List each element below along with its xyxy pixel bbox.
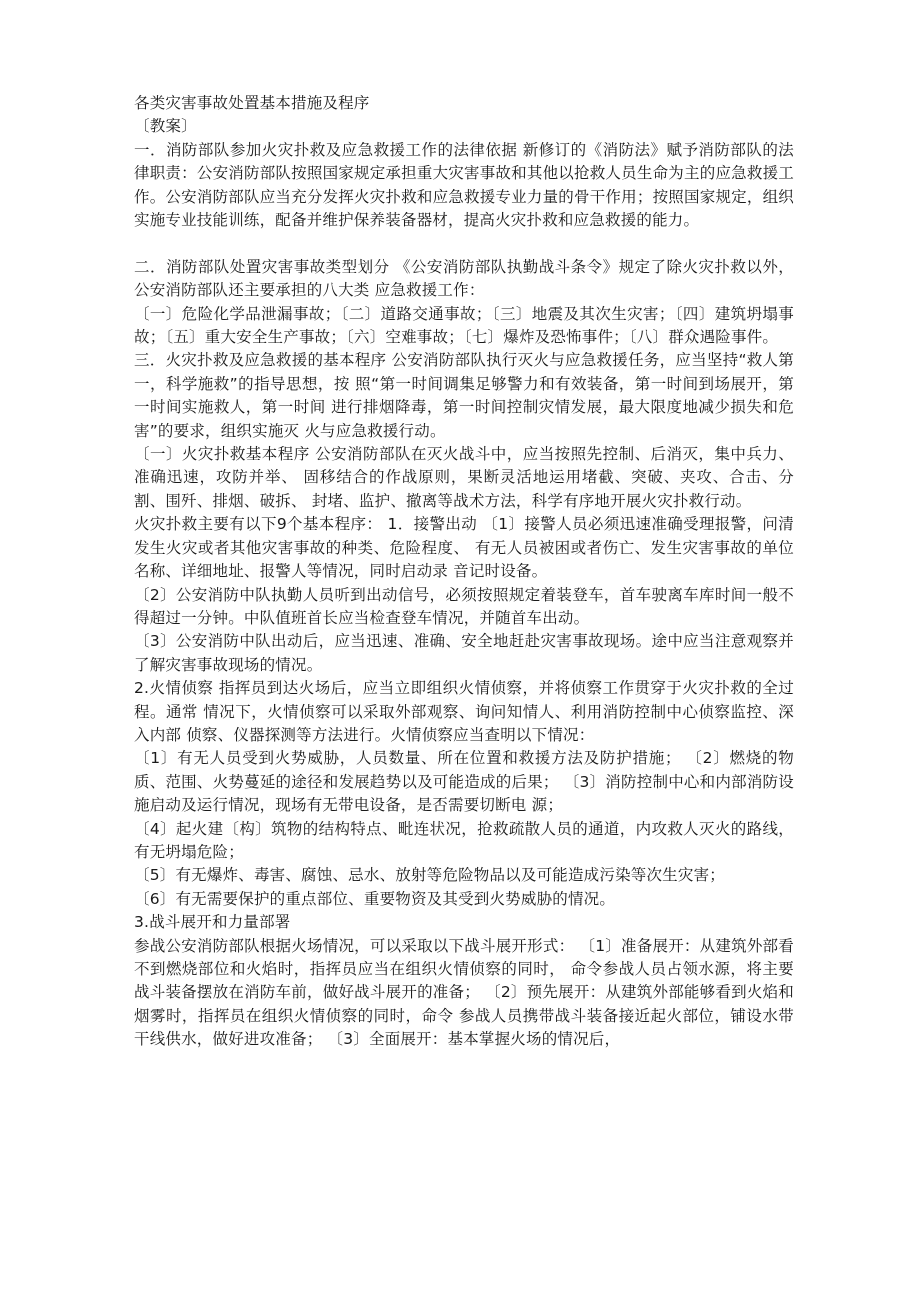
document-body — [134, 92, 794, 1052]
document-title: 各类灾害事故处置基本措施及程序 — [134, 94, 370, 112]
document-subtitle: 〔教案〕 — [134, 117, 197, 136]
paragraph-alarm-dispatch: 火灾扑救主要有以下9个基本程序： 1．接警出动 〔1〕接警人员必须迅速准确受理报警，问清发生火灾或者其他灾害事故的种类、危险程度、 有无人员被困或者伤亡、发生灾害事故的单位名称、详细地址、报警人等情况，同时启动录 音记时设备。 — [134, 515, 794, 581]
paragraph-recon-item-6: 〔6〕有无需要保护的重点部位、重要物资及其受到火势威胁的情况。 — [134, 889, 616, 908]
paragraph-eight-categories: 〔一〕危险化学品泄漏事故；〔二〕道路交通事故；〔三〕地震及其次生灾害；〔四〕建筑坍塌事故；〔五〕重大安全生产事故；〔六〕空难事故；〔七〕爆炸及恐怖事件；〔八〕群众遇险事件。 — [134, 304, 794, 347]
paragraph-en-route: 〔3〕公安消防中队出动后，应当迅速、准确、安全地赶赴灾害事故现场。途中应当注意观察并了解灾害事故现场的情况。 — [134, 632, 794, 674]
paragraph-recon-items-1-3: 〔1〕有无人员受到火势威胁，人员数量、所在位置和救援方法及防护措施； 〔2〕燃烧的物质、范围、火势蔓延的途径和发展趋势以及可能造成的后果； 〔3〕消防控制中心和内部消防设施启动及运行情况，现场有无带电设备，是否需要切断电 源； — [134, 749, 794, 815]
paragraph-fire-reconnaissance: 2.火情侦察 指挥员到达火场后，应当立即组织火情侦察，并将侦察工作贯穿于火灾扑救的全过程。通常 情况下，火情侦察可以采取外部观察、询问知情人、利用消防控制中心侦察监控、深入内部 侦察、仪器探测等方法进行。火情侦察应当查明以下情况： — [134, 679, 794, 744]
paragraph-disaster-types: 二．消防部队处置灾害事故类型划分 《公安消防部队执勤战斗条令》规定了除火灾扑救以外，公安消防部队还主要承担的八大类 应急救援工作： — [134, 257, 794, 300]
paragraph-dispatch-signal: 〔2〕公安消防中队执勤人员听到出动信号，必须按照规定着装登车，首车驶离车库时间一般不得超过一分钟。中队值班首长应当检查登车情况，并随首车出动。 — [134, 585, 794, 627]
paragraph-spacer — [134, 232, 794, 255]
section-heading-deployment: 3.战斗展开和力量部署 — [134, 913, 291, 932]
paragraph-legal-basis: 一．消防部队参加火灾扑救及应急救援工作的法律依据 新修订的《消防法》赋予消防部队的法律职责：公安消防部队按照国家规定承担重大灾害事故和其他以抢救人员生命为主的应急救援工作。公安消防部队应当充分发挥火灾扑救和应急救援专业力量的骨干作用；按照国家规定，组织实施专业技能训练，配备并维护保养装备器材，提高火灾扑救和应急救援的能力。 — [134, 140, 794, 230]
paragraph-basic-procedure: 三．火灾扑救及应急救援的基本程序 公安消防部队执行灭火与应急救援任务，应当坚持“救人第一，科学施救”的指导思想，按 照“第一时间调集足够警力和有效装备，第一时间到场展开，第一时间实施救人，第一时间 进行排烟降毒，第一时间控制灾情发展，最大限度地减少损失和危害”的要求，组织实施灭 火与应急救援行动。 — [134, 351, 794, 440]
paragraph-recon-item-5: 〔5〕有无爆炸、毒害、腐蚀、忌水、放射等危险物品以及可能造成污染等次生灾害； — [134, 866, 725, 885]
paragraph-deployment-forms: 参战公安消防部队根据火场情况，可以采取以下战斗展开形式： 〔1〕准备展开：从建筑外部看不到燃烧部位和火焰时，指挥员应当在组织火情侦察的同时， 命令参战人员占领水源，将主要战斗装备摆放在消防车前，做好战斗展开的准备； 〔2〕预先展开：从建筑外部能够看到火焰和烟雾时，指挥员在组织火情侦察的同时，命令 参战人员携带战斗装备接近起火部位，铺设水带干线供水，做好进攻准备； 〔3〕全面展开：基本掌握火场的情况后， — [134, 936, 794, 1049]
paragraph-fire-procedure: 〔一〕火灾扑救基本程序 公安消防部队在灭火战斗中，应当按照先控制、后消灭，集中兵力、准确迅速，攻防并举、 固移结合的作战原则，果断灵活地运用堵截、突破、夹攻、合击、分割、围歼、排烟、破拆、 封堵、监护、撤离等战术方法，科学有序地开展火灾扑救行动。 — [134, 445, 794, 510]
paragraph-recon-item-4: 〔4〕起火建〔构〕筑物的结构特点、毗连状况，抢救疏散人员的通道，内攻救人灭火的路线，有无坍塌危险； — [134, 819, 794, 861]
